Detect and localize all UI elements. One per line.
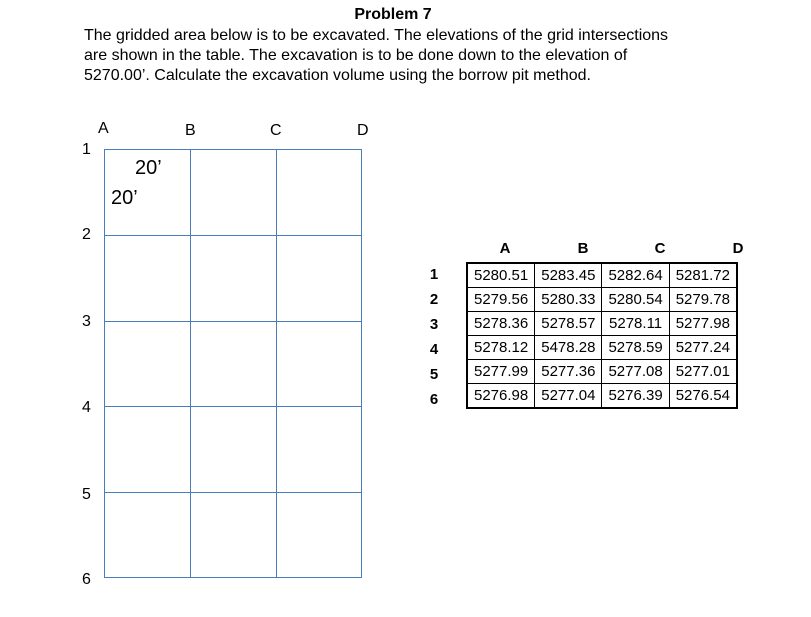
grid-row-label-4: 4 [82, 399, 91, 416]
table-col-header-a: A [499, 240, 511, 257]
grid-row-label-2: 2 [82, 226, 91, 243]
table-row-header-3: 3 [429, 316, 439, 333]
elevation-table [466, 262, 738, 409]
table-cell: 5281.72 [669, 263, 737, 288]
table-row [467, 288, 737, 312]
table-row-header-5: 5 [429, 366, 439, 383]
grid-line-5 [104, 492, 362, 493]
table-cell: 5277.08 [602, 360, 669, 384]
table-cell: 5278.11 [602, 312, 669, 336]
table-cell: 5279.56 [467, 288, 535, 312]
grid-row-label-3: 3 [82, 313, 91, 330]
table-cell: 5277.01 [669, 360, 737, 384]
table-cell: 5278.59 [602, 336, 669, 360]
table-row [467, 336, 737, 360]
table-cell: 5277.24 [669, 336, 737, 360]
table-cell: 5278.36 [467, 312, 535, 336]
grid-line-2 [104, 235, 362, 236]
table-row [467, 384, 737, 409]
table-row [467, 312, 737, 336]
table-row-header-2: 2 [429, 291, 439, 308]
table-cell: 5278.57 [535, 312, 602, 336]
grid-line-3 [104, 321, 362, 322]
problem-title: Problem 7 [354, 6, 432, 23]
table-cell: 5278.12 [467, 336, 535, 360]
table-cell: 5280.54 [602, 288, 669, 312]
problem-statement: The gridded area below is to be excavated. The elevations of the grid intersections are shown in the table. The excavation is to be done down to the elevation of 5270.00’. Calculate the excavation volume using the borrow pit method. [84, 27, 669, 84]
table-cell: 5276.39 [602, 384, 669, 409]
grid-row-label-6: 6 [82, 571, 91, 588]
table-cell: 5276.98 [467, 384, 535, 409]
dimension-vertical: 20’ [111, 187, 138, 209]
table-row-header-4: 4 [429, 341, 439, 358]
grid-line-c [276, 149, 277, 578]
grid-line-b [190, 149, 191, 578]
grid-col-label-a: A [98, 120, 109, 137]
table-cell: 5279.78 [669, 288, 737, 312]
table-cell: 5478.28 [535, 336, 602, 360]
grid-col-label-c: C [270, 122, 282, 139]
table-cell: 5277.04 [535, 384, 602, 409]
table-row [467, 263, 737, 288]
table-cell: 5277.99 [467, 360, 535, 384]
table-col-header-b: B [577, 240, 589, 257]
table-cell: 5280.33 [535, 288, 602, 312]
table-cell: 5277.98 [669, 312, 737, 336]
table-row [467, 360, 737, 384]
grid-row-label-1: 1 [82, 141, 91, 158]
table-row-header-1: 1 [429, 266, 439, 283]
table-col-header-c: C [654, 240, 666, 257]
table-row-header-6: 6 [429, 391, 439, 408]
grid-col-label-d: D [357, 122, 369, 139]
table-cell: 5276.54 [669, 384, 737, 409]
dimension-horizontal: 20’ [135, 157, 162, 179]
grid-row-label-5: 5 [82, 486, 91, 503]
table-cell: 5283.45 [535, 263, 602, 288]
grid-line-4 [104, 406, 362, 407]
table-cell: 5282.64 [602, 263, 669, 288]
table-cell: 5280.51 [467, 263, 535, 288]
grid-col-label-b: B [185, 122, 196, 139]
excavation-grid [104, 149, 362, 578]
table-col-header-d: D [732, 240, 744, 257]
table-cell: 5277.36 [535, 360, 602, 384]
